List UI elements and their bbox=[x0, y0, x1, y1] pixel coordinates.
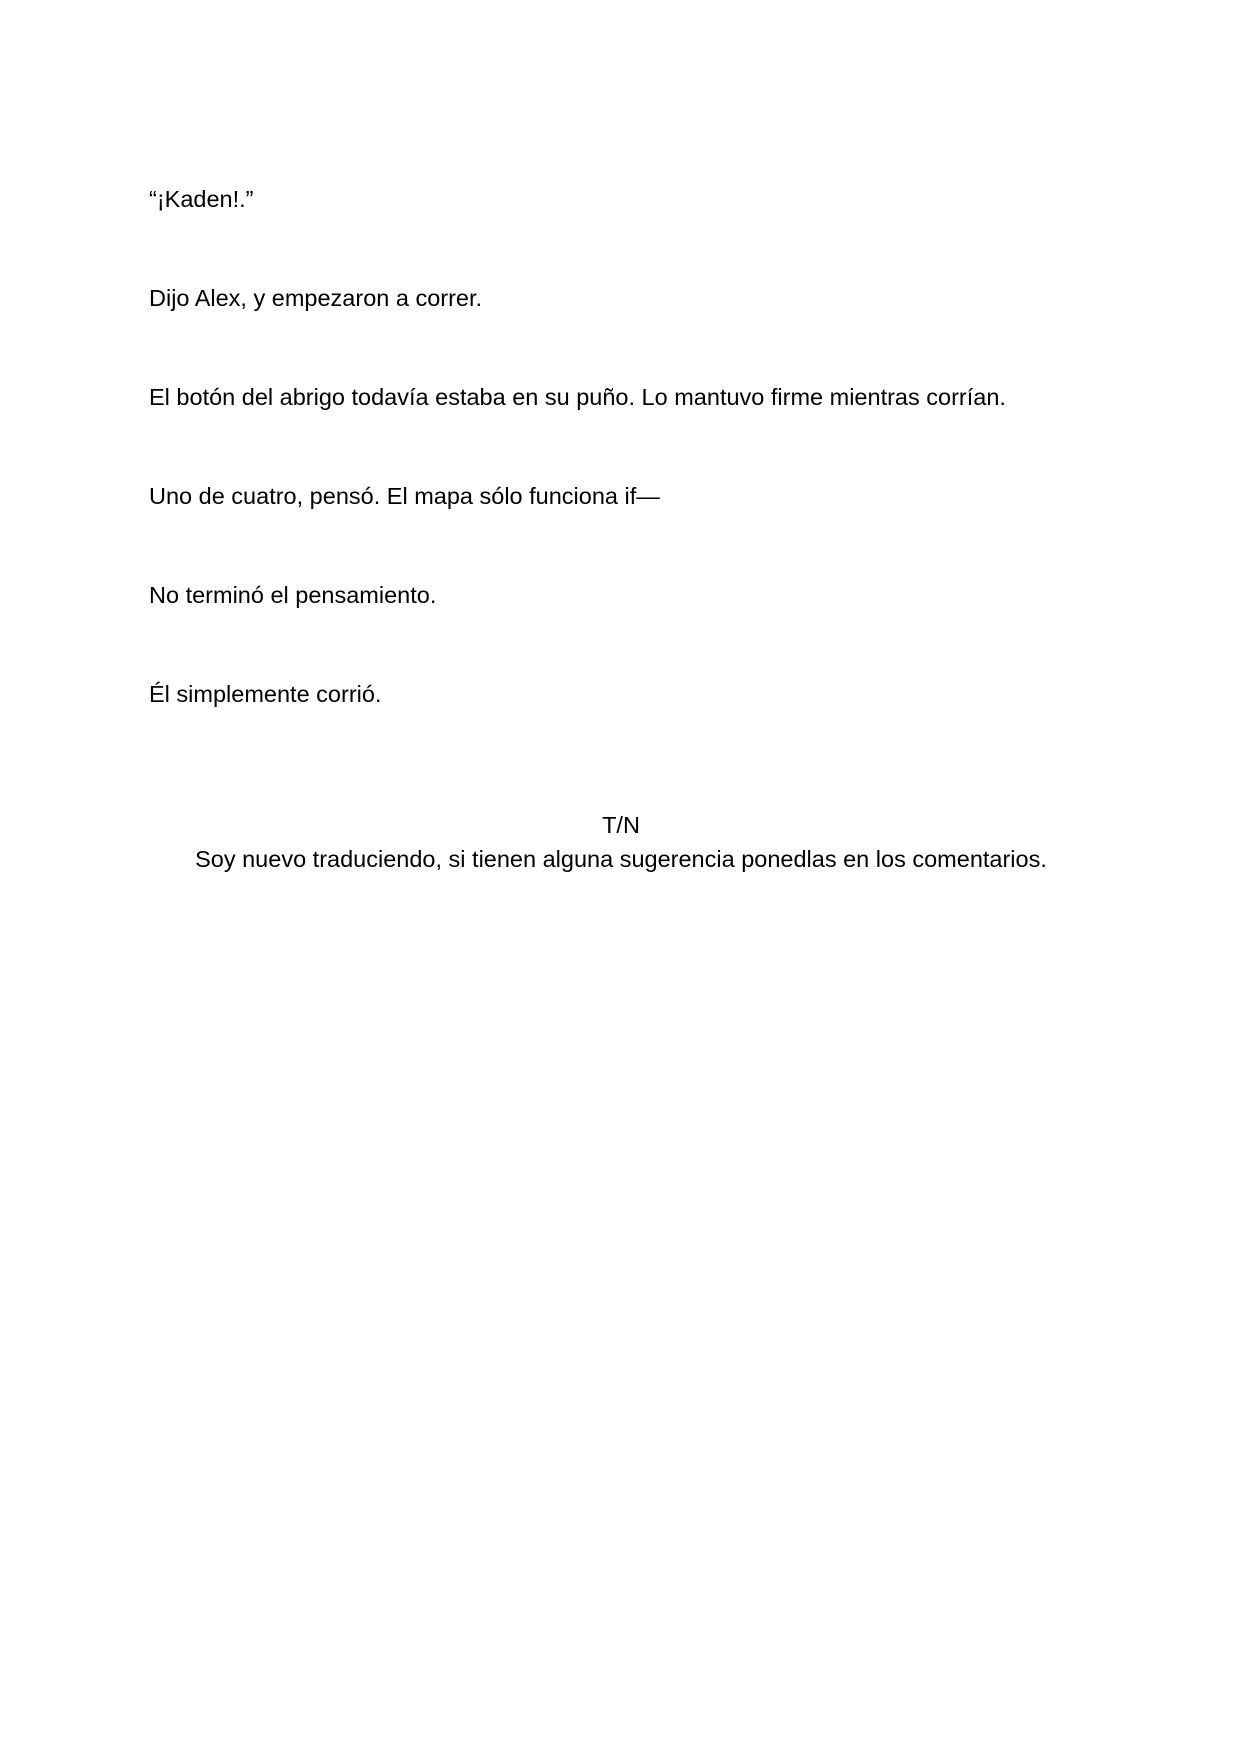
story-paragraph: No terminó el pensamiento. bbox=[149, 582, 437, 608]
story-paragraph: Dijo Alex, y empezaron a correr. bbox=[149, 285, 483, 311]
translator-note-title: T/N bbox=[602, 812, 640, 838]
story-paragraph: El botón del abrigo todavía estaba en su puño. Lo mantuvo firme mientras corrían. bbox=[149, 384, 1006, 410]
story-paragraph: “¡Kaden!.” bbox=[149, 186, 254, 212]
translator-note-body: Soy nuevo traduciendo, si tienen alguna sugerencia ponedlas en los comentarios. bbox=[195, 846, 1047, 872]
story-paragraph: Uno de cuatro, pensó. El mapa sólo funciona if— bbox=[149, 483, 660, 509]
story-paragraph: Él simplemente corrió. bbox=[149, 681, 382, 707]
